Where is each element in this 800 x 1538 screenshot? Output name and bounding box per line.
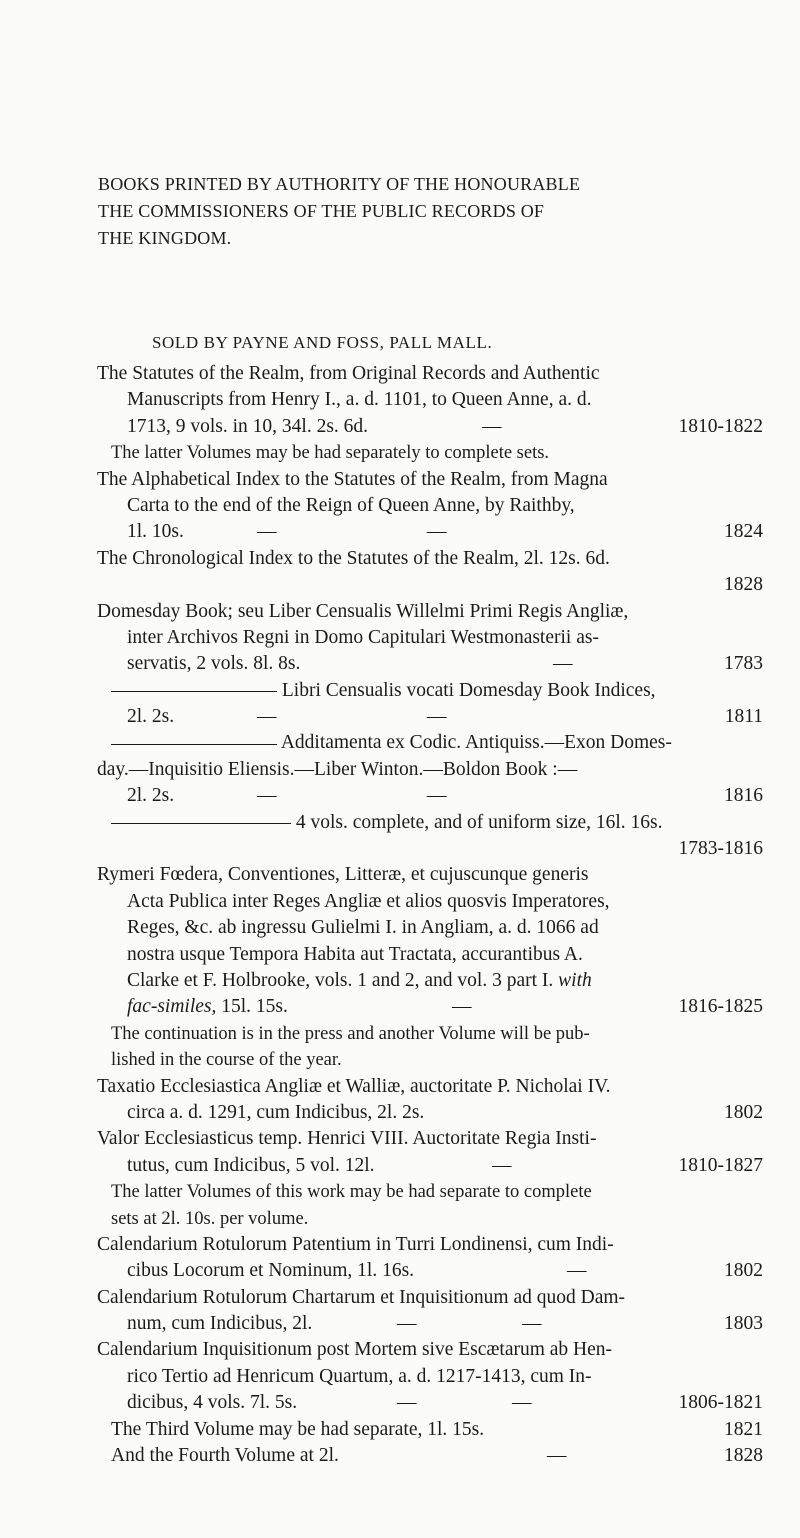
entry-line: The latter Volumes of this work may be had separate to complete	[111, 1182, 592, 1203]
entry-line	[97, 651, 763, 677]
entry-text: cibus Locorum et Nominum, 1l. 16s.	[127, 1260, 415, 1282]
entry-price: 1l. 10s.	[127, 521, 184, 543]
entry-line: rico Tertio ad Henricum Quartum, a. d. 1217-1413, cum In-	[127, 1365, 592, 1387]
dash: —	[427, 521, 447, 543]
entry-domesday-indices	[97, 678, 763, 731]
entry-year: 1828	[724, 1445, 763, 1467]
dash: —	[547, 1445, 567, 1467]
entry-line: Calendarium Rotulorum Chartarum et Inquisitionum ad quod Dam-	[97, 1286, 626, 1308]
entry-line	[97, 783, 763, 809]
entry-line	[97, 1100, 763, 1126]
entry-price: servatis, 2 vols. 8l. 8s.	[127, 653, 301, 675]
entry-line	[97, 994, 763, 1020]
entry-third-volume	[97, 1417, 763, 1443]
entry-note	[97, 1179, 763, 1232]
entry-text: circa a. d. 1291, cum Indicibus, 2l. 2s.	[127, 1101, 425, 1123]
dash: —	[492, 1154, 512, 1176]
entry-line: Calendarium Rotulorum Patentium in Turri Londinensi, cum Indi-	[97, 1233, 614, 1255]
page-title	[98, 171, 738, 252]
entry-line: Manuscripts from Henry I., a. d. 1101, to Queen Anne, a. d.	[127, 389, 592, 411]
entry-title: 4 vols. complete, and of uniform size, 16l. 16s.	[295, 811, 663, 833]
entry-text: num, cum Indicibus, 2l.	[127, 1313, 313, 1335]
entry-text: The Third Volume may be had separate, 1l. 15s.	[111, 1418, 485, 1440]
entry-year: 1828	[724, 574, 763, 596]
entry-line	[97, 730, 763, 756]
entry-line: nostra usque Tempora Habita aut Tractata, accurantibus A.	[127, 943, 583, 965]
entry-text: dicibus, 4 vols. 7l. 5s.	[127, 1392, 298, 1414]
dash: —	[567, 1260, 587, 1282]
dash: —	[427, 706, 447, 728]
entry-line	[97, 704, 763, 730]
entry-year: 1783-1816	[678, 838, 763, 860]
entry-year: 1806-1821	[678, 1392, 763, 1414]
entry-text-italic: fac-similes,	[127, 996, 217, 1018]
entry-line: inter Archivos Regni in Domo Capitulari Westmonasterii as-	[127, 626, 599, 648]
entry-line: Acta Publica inter Reges Angliæ et alios quosvis Imperatores,	[127, 890, 610, 912]
title-line: THE KINGDOM.	[98, 228, 232, 248]
entry-fourth-volume	[97, 1443, 763, 1469]
dash: —	[427, 785, 447, 807]
dash: —	[257, 706, 277, 728]
ditto-rule	[111, 744, 277, 745]
entry-text: tutus, cum Indicibus, 5 vol. 12l.	[127, 1154, 375, 1176]
entry-chronological-index	[97, 546, 763, 599]
dash: —	[257, 785, 277, 807]
entry-line: Reges, &c. ab ingressu Gulielmi I. in Angliam, a. d. 1066 ad	[127, 917, 599, 939]
entry-note	[97, 1021, 763, 1074]
entry-line	[97, 678, 763, 704]
entry-year: 1821	[724, 1418, 763, 1440]
entry-year: 1803	[724, 1313, 763, 1335]
entry-additamenta	[97, 730, 763, 809]
entry-price: 2l. 2s.	[127, 706, 175, 728]
title-line: BOOKS PRINTED BY AUTHORITY OF THE HONOURABLE	[98, 174, 581, 194]
entry-year: 1811	[724, 706, 763, 728]
entry-year: 1824	[724, 521, 763, 543]
entry-year: 1783	[724, 653, 763, 675]
dash: —	[452, 996, 472, 1018]
entry-line: Calendarium Inquisitionum post Mortem sive Escætarum ab Hen-	[97, 1339, 613, 1361]
entry-taxatio	[97, 1074, 763, 1127]
entry-year: 1816	[724, 785, 763, 807]
entry-year: 1810-1827	[678, 1154, 763, 1176]
dash: —	[553, 653, 573, 675]
entry-line: Taxatio Ecclesiastica Angliæ et Walliæ, auctoritate P. Nicholai IV.	[97, 1075, 611, 1097]
entry-line	[97, 1153, 763, 1179]
entry-statutes	[97, 361, 763, 440]
entry-line: The Statutes of the Realm, from Original Records and Authentic	[97, 363, 600, 384]
dash: —	[397, 1392, 417, 1414]
ditto-rule	[111, 823, 291, 824]
entry-line	[97, 836, 763, 862]
entry-note: The latter Volumes may be had separately to complete sets.	[111, 443, 550, 464]
entry-rymer-foedera	[97, 862, 763, 1020]
entry-line: day.—Inquisitio Eliensis.—Liber Winton.—Boldon Book :—	[97, 758, 578, 780]
entry-line	[97, 414, 763, 440]
dash: —	[522, 1313, 542, 1335]
entry-title: Additamenta ex Codic. Antiquiss.—Exon Domes-	[280, 732, 672, 754]
dash: —	[257, 521, 277, 543]
entry-valor	[97, 1126, 763, 1179]
ditto-rule	[111, 691, 277, 692]
entry-line: The Alphabetical Index to the Statutes of the Realm, from Magna	[97, 468, 608, 490]
entry-line	[97, 1258, 763, 1284]
book-list	[97, 361, 763, 1469]
entry-calendarium-patentium	[97, 1232, 763, 1285]
entry-price: 1713, 9 vols. in 10, 34l. 2s. 6d.	[127, 415, 369, 437]
entry-line: Carta to the end of the Reign of Queen Anne, by Raithby,	[127, 494, 575, 516]
entry-line: lished in the course of the year.	[111, 1050, 342, 1071]
entry-year: 1802	[724, 1260, 763, 1282]
title-line: THE COMMISSIONERS OF THE PUBLIC RECORDS OF	[98, 201, 545, 221]
dash: —	[482, 415, 502, 437]
entry-line: The Chronological Index to the Statutes of the Realm, 2l. 12s. 6d.	[97, 547, 610, 569]
entry-line: sets at 2l. 10s. per volume.	[111, 1208, 309, 1229]
entry-text: Clarke et F. Holbrooke, vols. 1 and 2, and vol. 3 part I.	[127, 969, 554, 991]
entry-line	[97, 572, 763, 598]
entry-alphabetical-index	[97, 467, 763, 546]
entry-domesday	[97, 599, 763, 678]
entry-calendarium-inquisitionum	[97, 1337, 763, 1416]
entry-year: 1810-1822	[678, 415, 763, 437]
entry-year: 1816-1825	[678, 996, 763, 1018]
dash: —	[512, 1392, 532, 1414]
entry-line	[97, 519, 763, 545]
sold-by-line: SOLD BY PAYNE AND FOSS, PALL MALL.	[152, 333, 493, 352]
entry-text: And the Fourth Volume at 2l.	[111, 1445, 339, 1467]
entry-line	[97, 810, 763, 836]
entry-line: Domesday Book; seu Liber Censualis Willelmi Primi Regis Angliæ,	[97, 600, 629, 622]
entry-complete-set	[97, 810, 763, 863]
dash: —	[397, 1313, 417, 1335]
entry-calendarium-chartarum	[97, 1285, 763, 1338]
entry-line	[97, 968, 763, 994]
entry-line: Valor Ecclesiasticus temp. Henrici VIII. Auctoritate Regia Insti-	[97, 1128, 597, 1150]
entry-price: 2l. 2s.	[127, 785, 175, 807]
entry-text-italic: with	[558, 969, 592, 991]
entry-line	[97, 1311, 763, 1337]
entry-title: Libri Censualis vocati Domesday Book Indices,	[281, 679, 656, 701]
entry-price: 15l. 15s.	[221, 996, 288, 1018]
entry-line	[97, 1390, 763, 1416]
entry-line: The continuation is in the press and another Volume will be pub-	[111, 1023, 590, 1044]
entry-line: Rymeri Fœdera, Conventiones, Litteræ, et cujuscunque generis	[97, 864, 589, 886]
entry-year: 1802	[724, 1101, 763, 1123]
